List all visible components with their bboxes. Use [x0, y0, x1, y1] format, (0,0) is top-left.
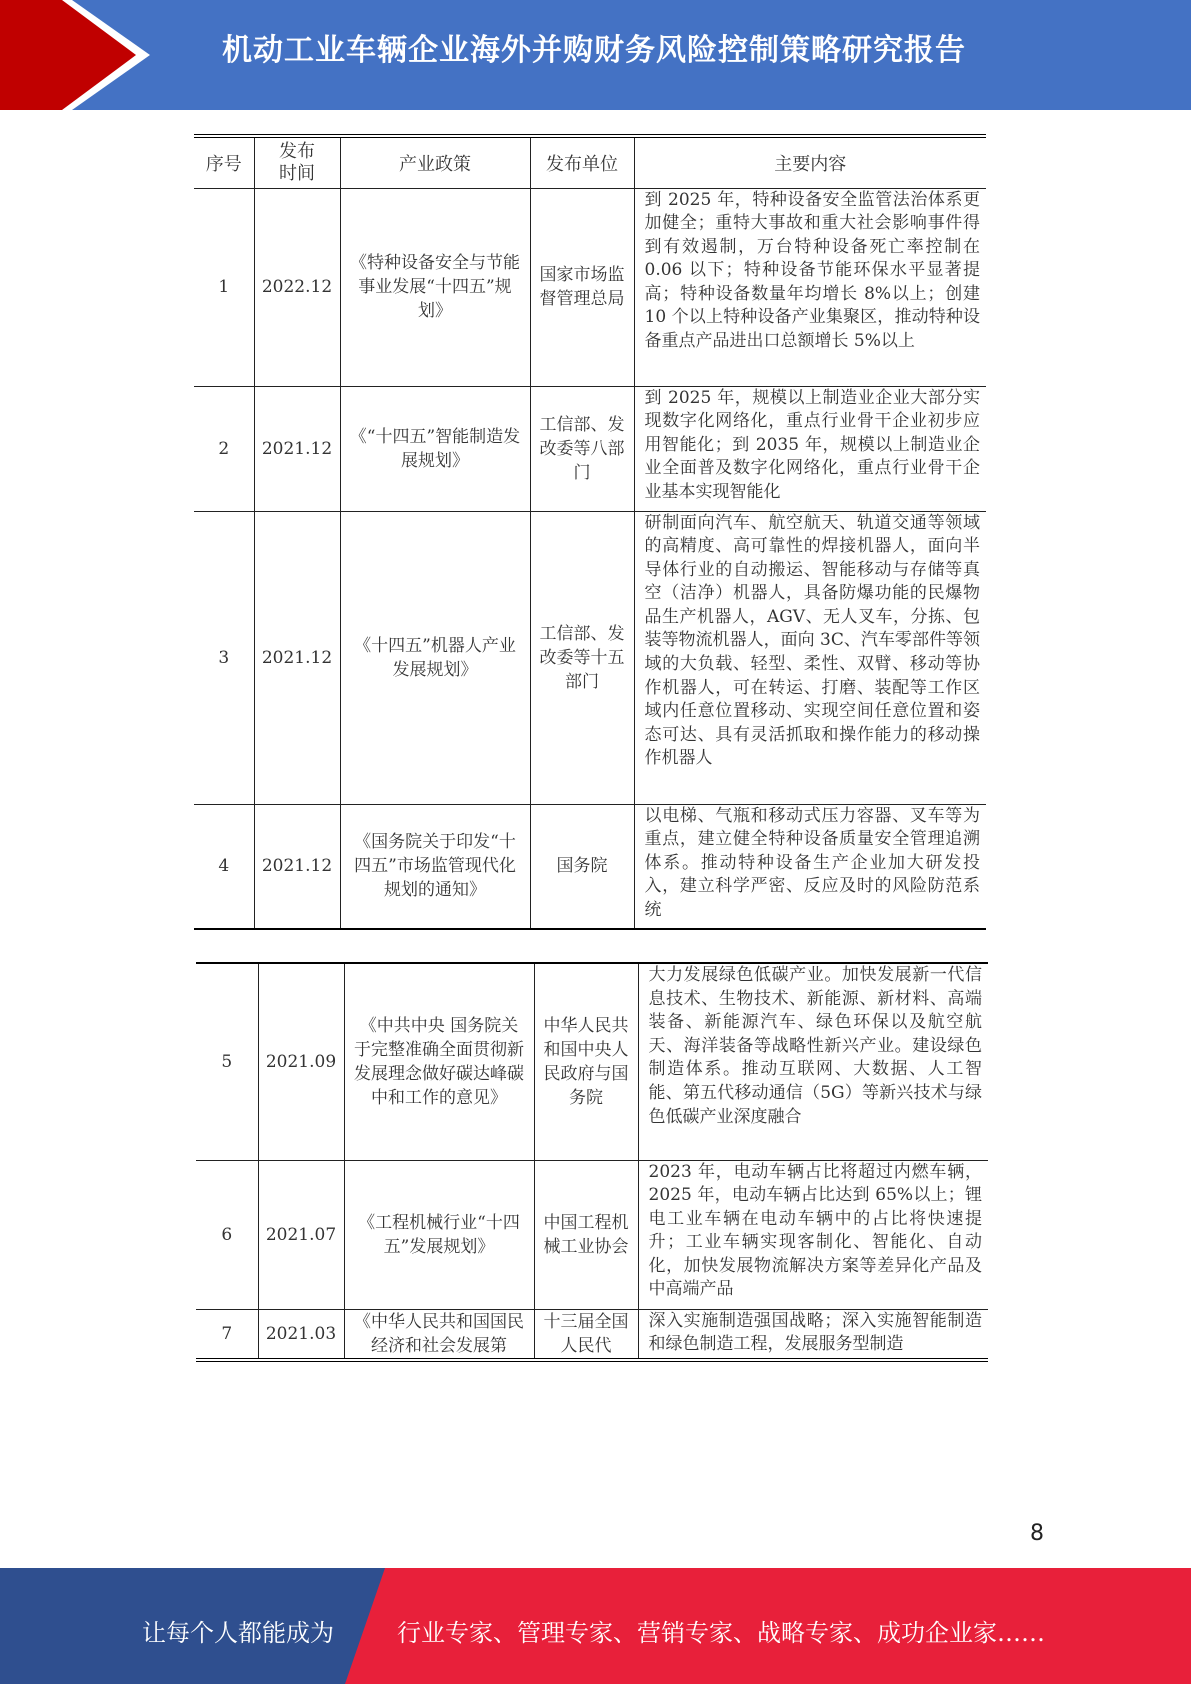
row-unit: 中国工程机械工业协会 — [534, 1160, 638, 1309]
page-number: 8 — [1030, 1521, 1044, 1546]
table-row — [196, 963, 988, 1160]
header-red-chevron — [0, 0, 150, 110]
row-policy: 《十四五”机器人产业发展规划》 — [340, 511, 530, 804]
row-unit: 工信部、发改委等十五部门 — [530, 511, 634, 804]
footer-slogan-left: 让每个人都能成为 — [142, 1619, 334, 1647]
table-header-row — [194, 136, 986, 188]
row-content: 研制面向汽车、航空航天、轨道交通等领域的高精度、高可靠性的焊接机器人，面向半导体行业的自动搬运、智能移动与存储等真空（洁净）机器人，具备防爆功能的民爆物品生产机器人，AGV、无人叉车，分拣、包装等物流机器人，面向 3C、汽车零部件等领域的大负载、轻型、柔性、双臂、移动等协作机器人，可在转运、打磨、装配等工作区域内任意位置移动、实现空间任意位置和姿态可达、具有灵活抓取和操作能力的移动操作机器人 — [634, 511, 986, 804]
header-date: 发布时间 — [254, 136, 340, 188]
row-policy: 《工程机械行业“十四五”发展规划》 — [344, 1160, 534, 1309]
row-unit: 十三届全国人民代 — [534, 1309, 638, 1360]
row-index: 5 — [196, 963, 258, 1160]
row-unit: 国务院 — [530, 804, 634, 929]
table-row — [194, 188, 986, 386]
row-index: 4 — [194, 804, 254, 929]
table-row — [196, 1309, 988, 1360]
row-date: 2021.07 — [258, 1160, 344, 1309]
header-content: 主要内容 — [634, 136, 986, 188]
row-date: 2021.12 — [254, 511, 340, 804]
header-policy: 产业政策 — [340, 136, 530, 188]
row-policy: 《特种设备安全与节能事业发展“十四五”规划》 — [340, 188, 530, 386]
row-unit: 中华人民共和国中央人民政府与国务院 — [534, 963, 638, 1160]
row-content: 以电梯、气瓶和移动式压力容器、叉车等为重点，建立健全特种设备质量安全管理追溯体系。推动特种设备生产企业加大研发投入，建立科学严密、反应及时的风险防范系统 — [634, 804, 986, 929]
row-index: 6 — [196, 1160, 258, 1309]
table-row — [194, 804, 986, 929]
row-date: 2021.12 — [254, 386, 340, 511]
report-title: 机动工业车辆企业海外并购财务风险控制策略研究报告 — [222, 33, 966, 68]
header-index: 序号 — [194, 136, 254, 188]
table-row — [196, 1160, 988, 1309]
table-row — [194, 511, 986, 804]
row-policy: 《中共中央 国务院关于完整准确全面贯彻新发展理念做好碳达峰碳中和工作的意见》 — [344, 963, 534, 1160]
row-index: 1 — [194, 188, 254, 386]
row-date: 2021.03 — [258, 1309, 344, 1360]
row-unit: 国家市场监督管理总局 — [530, 188, 634, 386]
row-policy: 《“十四五”智能制造发展规划》 — [340, 386, 530, 511]
row-date: 2022.12 — [254, 188, 340, 386]
row-unit: 工信部、发改委等八部门 — [530, 386, 634, 511]
header-banner — [0, 0, 1191, 110]
policy-table-part-1 — [194, 134, 986, 930]
footer-slogan-right: 行业专家、管理专家、营销专家、战略专家、成功企业家…… — [397, 1619, 1045, 1647]
row-content: 深入实施制造强国战略；深入实施智能制造和绿色制造工程，发展服务型制造 — [638, 1309, 988, 1360]
row-content: 到 2025 年，规模以上制造业企业大部分实现数字化网络化，重点行业骨干企业初步应用智能化；到 2035 年，规模以上制造业企业全面普及数字化网络化，重点行业骨干企业基本实现智能化 — [634, 386, 986, 511]
row-date: 2021.09 — [258, 963, 344, 1160]
row-index: 2 — [194, 386, 254, 511]
row-index: 3 — [194, 511, 254, 804]
row-policy: 《国务院关于印发“十四五”市场监管现代化规划的通知》 — [340, 804, 530, 929]
row-policy: 《中华人民共和国国民经济和社会发展第 — [344, 1309, 534, 1360]
row-content: 2023 年，电动车辆占比将超过内燃车辆，2025 年，电动车辆占比达到 65%以上；锂电工业车辆在电动车辆中的占比将快速提升；工业车辆实现客制化、智能化、自动化，加快发展物流解决方案等差异化产品及中高端产品 — [638, 1160, 988, 1309]
row-index: 7 — [196, 1309, 258, 1360]
row-date: 2021.12 — [254, 804, 340, 929]
header-unit: 发布单位 — [530, 136, 634, 188]
row-content: 到 2025 年，特种设备安全监管法治体系更加健全；重特大事故和重大社会影响事件得到有效遏制，万台特种设备死亡率控制在 0.06 以下；特种设备节能环保水平显著提高；特种设备数量年均增长 8%以上；创建 10 个以上特种设备产业集聚区，推动特种设备重点产品进出口总额增长 5%以上 — [634, 188, 986, 386]
policy-table-part-2 — [196, 962, 988, 1362]
row-content: 大力发展绿色低碳产业。加快发展新一代信息技术、生物技术、新能源、新材料、高端装备、新能源汽车、绿色环保以及航空航天、海洋装备等战略性新兴产业。建设绿色制造体系。推动互联网、大数据、人工智能、第五代移动通信（5G）等新兴技术与绿色低碳产业深度融合 — [638, 963, 988, 1160]
table-row — [194, 386, 986, 511]
